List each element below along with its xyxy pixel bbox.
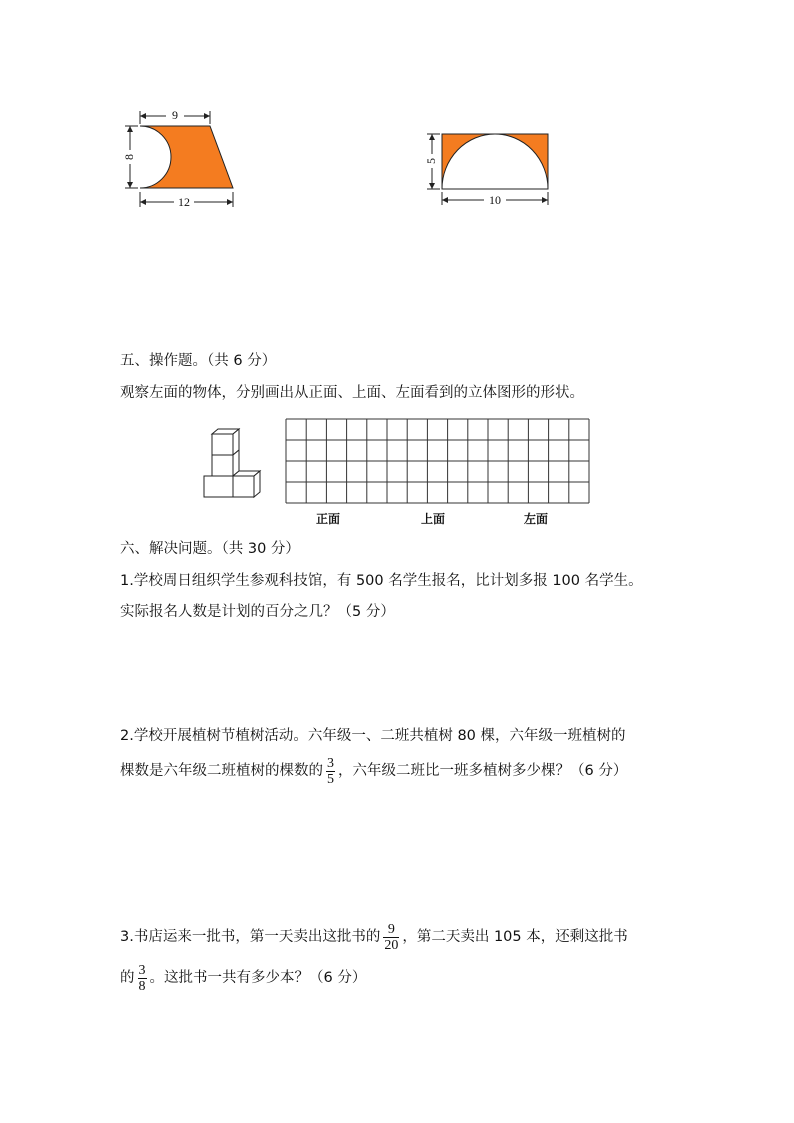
view-label-top: 上面 [421, 512, 446, 526]
q3-fraction-1 [383, 922, 399, 953]
q2-line1: 2.学校开展植树节植树活动。六年级一、二班共植树 80 棵，六年级一班植树的 [120, 728, 626, 744]
q2-line2 [120, 754, 627, 788]
q1-line2: 实际报名人数是计划的百分之几？（5 分） [120, 604, 395, 620]
q3-fraction-1-denominator: 20 [384, 937, 399, 953]
q3-fraction-2-denominator: 8 [138, 978, 146, 994]
q3-fraction-2-numerator: 3 [138, 962, 146, 978]
trapezoid-shaded-region [140, 126, 233, 188]
semicircle-figure [420, 126, 560, 210]
q2-fraction-denominator: 5 [327, 771, 334, 787]
semicircle-height-label: 5 [423, 158, 438, 164]
view-label-left: 左面 [524, 512, 549, 526]
section5-instruction: 观察左面的物体，分别画出从正面、上面、左面看到的立体图形的形状。 [120, 385, 584, 401]
q1-line1: 1.学校周日组织学生参观科技馆，有 500 名学生报名，比计划多报 100 名学生。 [120, 573, 643, 589]
q2-line2-text-before: 棵数是六年级二班植树的棵数的 [120, 763, 323, 779]
trapezoid-top-label: 9 [172, 108, 178, 122]
q3-line2-text-before: 的 [120, 970, 135, 986]
section6-heading: 六、解决问题。（共 30 分） [120, 541, 300, 557]
q3-line2 [120, 961, 366, 995]
cube-stack-figure [202, 428, 264, 504]
view-label-front: 正面 [316, 512, 341, 526]
drawing-grid[interactable] [285, 418, 590, 504]
q3-fraction-1-numerator: 9 [383, 922, 399, 938]
trapezoid-figure [118, 106, 248, 210]
q3-line1-text-after: ，第二天卖出 105 本，还剩这批书 [402, 929, 628, 945]
trapezoid-bottom-label: 12 [178, 195, 190, 209]
trapezoid-height-label: 8 [121, 154, 136, 160]
q2-fraction-numerator: 3 [327, 755, 334, 771]
q3-line1-text-before: 3.书店运来一批书，第一天卖出这批书的 [120, 929, 381, 945]
q3-line2-text-after: 。这批书一共有多少本？（6 分） [149, 970, 367, 986]
q2-fraction [326, 756, 335, 787]
q3-fraction-2 [138, 963, 147, 994]
q3-line1 [120, 918, 628, 956]
semicircle-width-label: 10 [489, 193, 501, 207]
section5-heading: 五、操作题。（共 6 分） [120, 353, 277, 369]
q2-line2-text-after: ，六年级二班比一班多植树多少棵？（6 分） [338, 763, 628, 779]
